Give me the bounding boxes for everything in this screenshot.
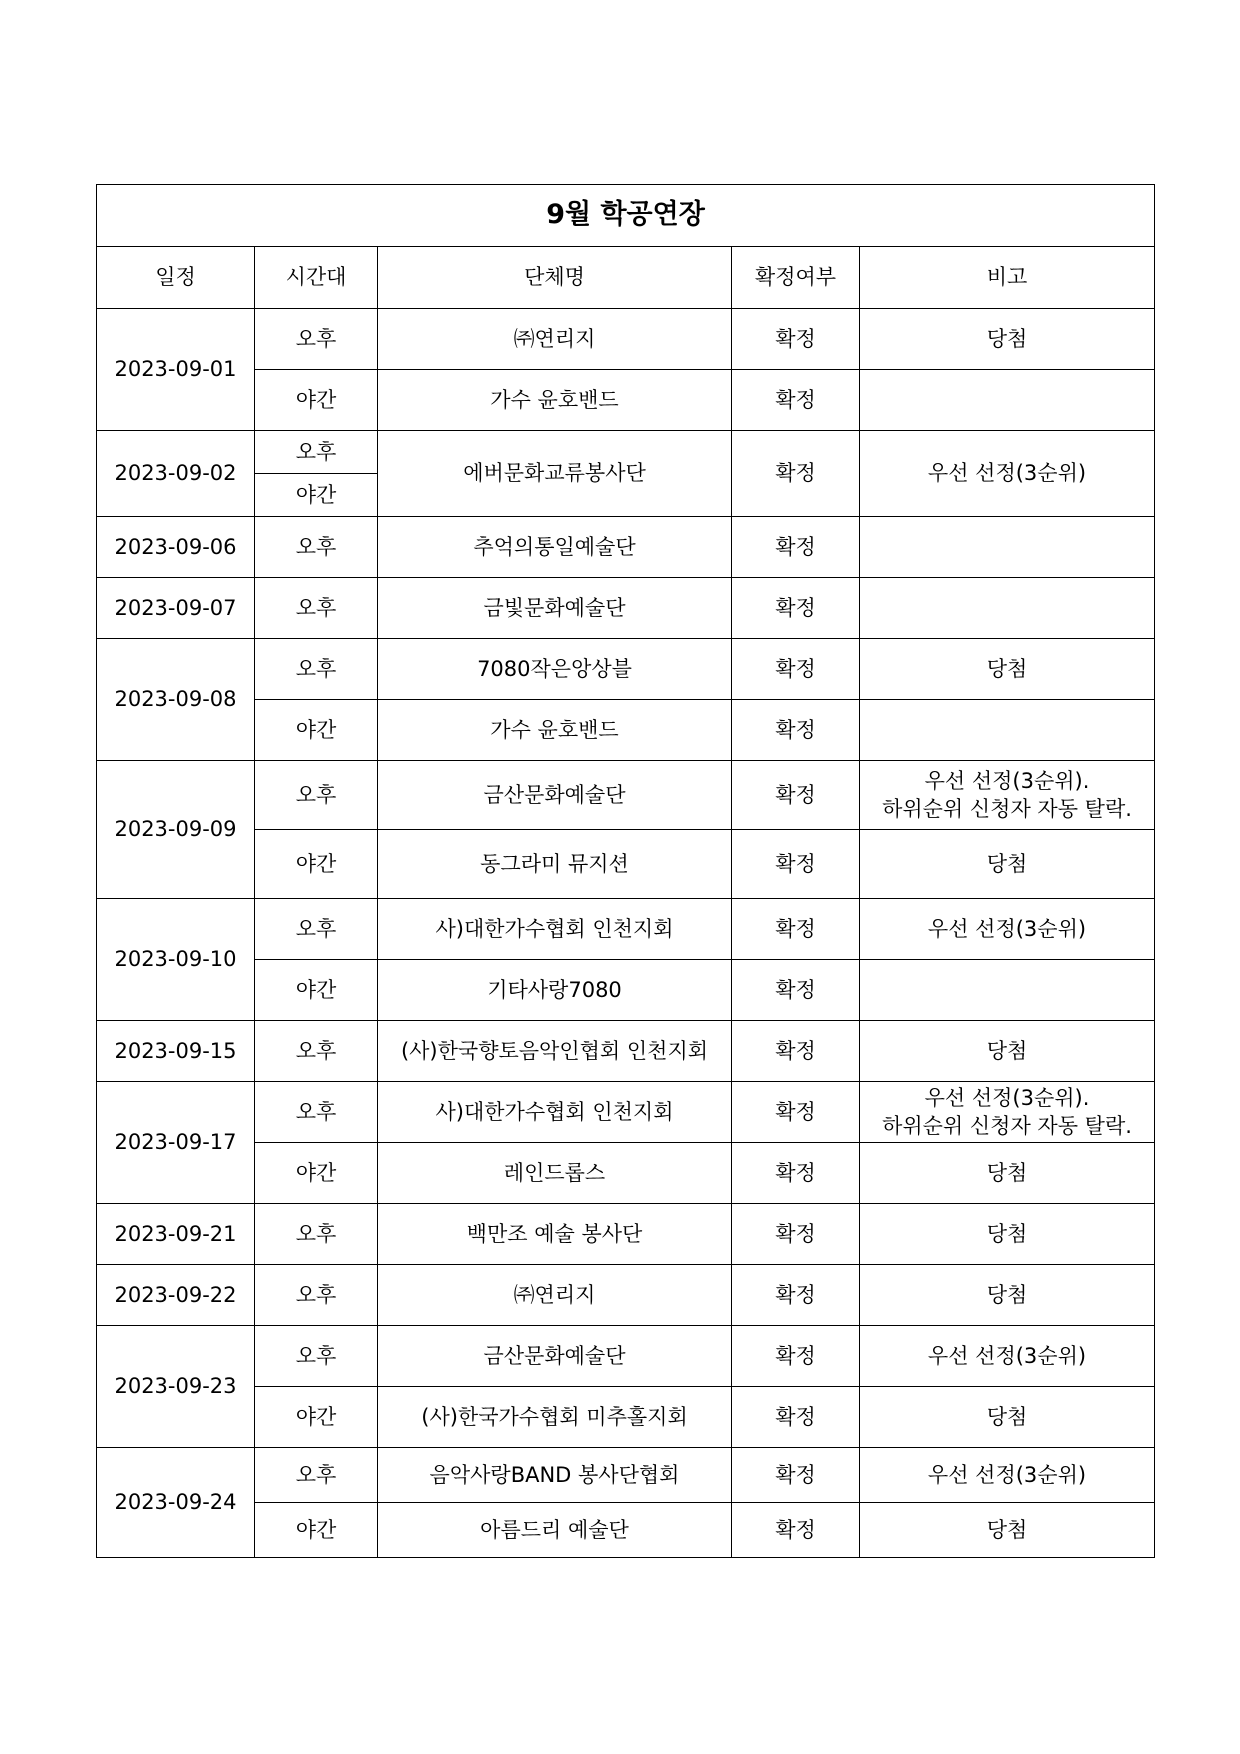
status-cell: 확정 (732, 639, 860, 700)
date-cell: 2023-09-07 (97, 578, 255, 639)
group-cell: 금빛문화예술단 (378, 578, 732, 639)
note-cell (860, 960, 1155, 1021)
time-cell: 오후 (255, 1021, 378, 1082)
note-cell: 당첨 (860, 1387, 1155, 1448)
status-cell: 확정 (732, 761, 860, 830)
table-row (97, 1448, 1155, 1503)
note-cell: 당첨 (860, 309, 1155, 370)
group-cell: 사)대한가수협회 인천지회 (378, 899, 732, 960)
time-cell: 오후 (255, 517, 378, 578)
header-status: 확정여부 (732, 247, 860, 309)
note-cell (860, 370, 1155, 431)
note-line: 하위순위 신청자 자동 탈락. (882, 797, 1132, 821)
table-row (97, 761, 1155, 830)
status-cell: 확정 (732, 1143, 860, 1204)
time-cell: 오후 (255, 899, 378, 960)
status-cell: 확정 (732, 1082, 860, 1143)
group-cell: 가수 윤호밴드 (378, 700, 732, 761)
note-cell: 우선 선정(3순위) (860, 1326, 1155, 1387)
time-cell: 오후 (255, 578, 378, 639)
table-row (97, 639, 1155, 700)
status-cell: 확정 (732, 960, 860, 1021)
page-title: 9월 학공연장 (97, 185, 1155, 247)
date-cell: 2023-09-22 (97, 1265, 255, 1326)
note-cell: 당첨 (860, 1021, 1155, 1082)
group-cell: ㈜연리지 (378, 1265, 732, 1326)
table-row (97, 517, 1155, 578)
time-cell: 야간 (255, 960, 378, 1021)
status-cell: 확정 (732, 578, 860, 639)
status-cell: 확정 (732, 517, 860, 578)
date-cell: 2023-09-10 (97, 899, 255, 1021)
status-cell: 확정 (732, 431, 860, 517)
date-cell: 2023-09-08 (97, 639, 255, 761)
header-note: 비고 (860, 247, 1155, 309)
note-cell: 당첨 (860, 1143, 1155, 1204)
group-cell: 7080작은앙상블 (378, 639, 732, 700)
status-cell: 확정 (732, 1021, 860, 1082)
note-line: 우선 선정(3순위). (924, 1085, 1090, 1110)
status-cell: 확정 (732, 830, 860, 899)
table-row (97, 1503, 1155, 1558)
note-cell: 당첨 (860, 1265, 1155, 1326)
group-cell: 가수 윤호밴드 (378, 370, 732, 431)
table-row (97, 1082, 1155, 1143)
status-cell: 확정 (732, 370, 860, 431)
time-cell: 야간 (255, 830, 378, 899)
time-cell: 오후 (255, 309, 378, 370)
table-row (97, 899, 1155, 960)
note-cell: 당첨 (860, 830, 1155, 899)
table-row (97, 830, 1155, 899)
group-cell: 백만조 예술 봉사단 (378, 1204, 732, 1265)
note-cell (860, 761, 1155, 830)
status-cell: 확정 (732, 1448, 860, 1503)
table-row (97, 309, 1155, 370)
status-cell: 확정 (732, 1503, 860, 1558)
group-cell: 기타사랑7080 (378, 960, 732, 1021)
note-cell (860, 517, 1155, 578)
time-cell: 야간 (255, 474, 378, 517)
group-cell: 동그라미 뮤지션 (378, 830, 732, 899)
table-row (97, 1021, 1155, 1082)
date-cell: 2023-09-09 (97, 761, 255, 899)
status-cell: 확정 (732, 899, 860, 960)
table-row (97, 1326, 1155, 1387)
time-cell: 오후 (255, 1448, 378, 1503)
table-row (97, 1265, 1155, 1326)
note-cell: 우선 선정(3순위) (860, 899, 1155, 960)
schedule-table (96, 184, 1155, 1558)
time-cell: 오후 (255, 639, 378, 700)
group-cell: 금산문화예술단 (378, 1326, 732, 1387)
header-time: 시간대 (255, 247, 378, 309)
group-cell: ㈜연리지 (378, 309, 732, 370)
group-cell: (사)한국향토음악인협회 인천지회 (378, 1021, 732, 1082)
date-cell: 2023-09-21 (97, 1204, 255, 1265)
table-row (97, 1204, 1155, 1265)
time-cell: 야간 (255, 370, 378, 431)
note-cell: 당첨 (860, 1503, 1155, 1558)
date-cell: 2023-09-17 (97, 1082, 255, 1204)
table-row (97, 431, 1155, 474)
status-cell: 확정 (732, 309, 860, 370)
status-cell: 확정 (732, 1265, 860, 1326)
date-cell: 2023-09-06 (97, 517, 255, 578)
time-cell: 오후 (255, 1265, 378, 1326)
note-cell: 당첨 (860, 639, 1155, 700)
status-cell: 확정 (732, 1387, 860, 1448)
title-row (97, 185, 1155, 247)
time-cell: 오후 (255, 431, 378, 474)
note-cell (860, 578, 1155, 639)
note-line: 우선 선정(3순위). (924, 768, 1090, 793)
table-row (97, 578, 1155, 639)
status-cell: 확정 (732, 1204, 860, 1265)
header-row (97, 247, 1155, 309)
group-cell: 금산문화예술단 (378, 761, 732, 830)
note-cell: 우선 선정(3순위) (860, 431, 1155, 517)
header-date: 일정 (97, 247, 255, 309)
group-cell: 레인드롭스 (378, 1143, 732, 1204)
time-cell: 오후 (255, 1204, 378, 1265)
time-cell: 야간 (255, 700, 378, 761)
time-cell: 오후 (255, 1326, 378, 1387)
note-cell: 우선 선정(3순위) (860, 1448, 1155, 1503)
group-cell: 추억의통일예술단 (378, 517, 732, 578)
group-cell: (사)한국가수협회 미추홀지회 (378, 1387, 732, 1448)
note-cell (860, 700, 1155, 761)
table-row (97, 700, 1155, 761)
date-cell: 2023-09-01 (97, 309, 255, 431)
group-cell: 아름드리 예술단 (378, 1503, 732, 1558)
note-cell: 당첨 (860, 1204, 1155, 1265)
table-row (97, 370, 1155, 431)
time-cell: 야간 (255, 1503, 378, 1558)
date-cell: 2023-09-24 (97, 1448, 255, 1558)
group-cell: 에버문화교류봉사단 (378, 431, 732, 517)
note-line: 하위순위 신청자 자동 탈락. (882, 1114, 1132, 1138)
status-cell: 확정 (732, 1326, 860, 1387)
table-row (97, 960, 1155, 1021)
date-cell: 2023-09-02 (97, 431, 255, 517)
time-cell: 야간 (255, 1387, 378, 1448)
header-group: 단체명 (378, 247, 732, 309)
date-cell: 2023-09-15 (97, 1021, 255, 1082)
table-row (97, 1387, 1155, 1448)
time-cell: 오후 (255, 761, 378, 830)
status-cell: 확정 (732, 700, 860, 761)
time-cell: 오후 (255, 1082, 378, 1143)
time-cell: 야간 (255, 1143, 378, 1204)
note-cell (860, 1082, 1155, 1143)
date-cell: 2023-09-23 (97, 1326, 255, 1448)
table-row (97, 1143, 1155, 1204)
group-cell: 음악사랑BAND 봉사단협회 (378, 1448, 732, 1503)
group-cell: 사)대한가수협회 인천지회 (378, 1082, 732, 1143)
